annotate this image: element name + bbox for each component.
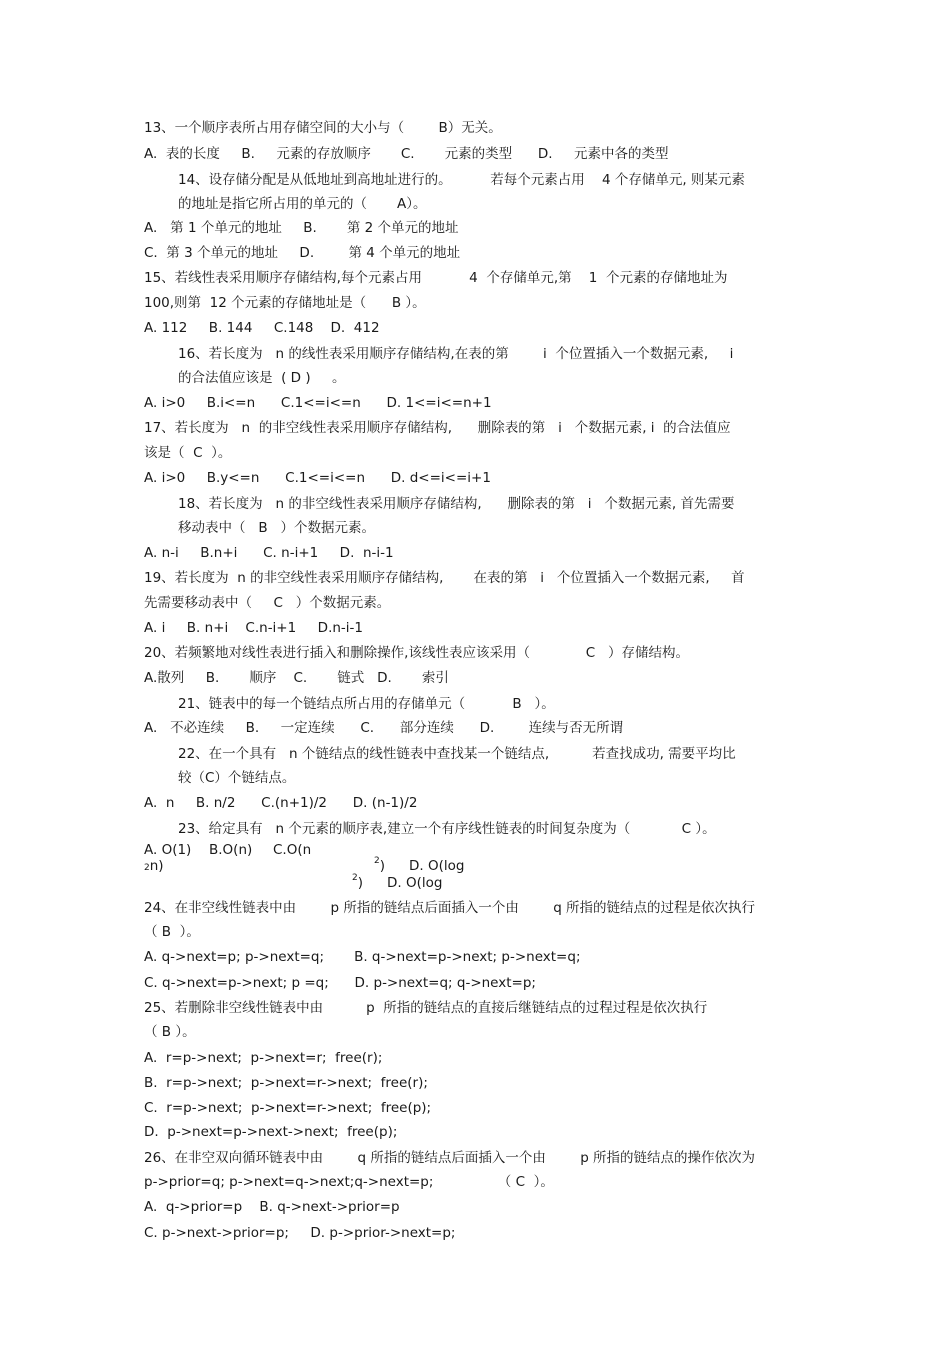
question-20-options: A.散列 B. 顺序 C. 链式 D. 索引 (144, 670, 449, 686)
question-26-stem-line1: 26、在非空双向循环链表中由 q 所指的链结点后面插入一个由 p 所指的链结点的操作依次为 (144, 1150, 756, 1166)
question-21-stem: 21、链表中的每一个链结点所占用的存储单元（ B ）。 (178, 696, 555, 712)
question-15-stem-line1: 15、若线性表采用顺序存储结构,每个元素占用 4 个存储单元,第 1 个元素的存储地址为 (144, 270, 728, 286)
question-19-stem-line1: 19、若长度为 n 的非空线性表采用顺序存储结构, 在表的第 i 个位置插入一个数据元素, 首 (144, 570, 745, 586)
question-24-stem-line1: 24、在非空线性链表中由 p 所指的链结点后面插入一个由 q 所指的链结点的过程是依次执行 (144, 900, 756, 916)
question-25-option-c: C. r=p->next; p->next=r->next; free(p); (144, 1100, 432, 1116)
question-22-stem-line1: 22、在一个具有 n 个链结点的线性链表中查找某一个链结点, 若查找成功, 需要平均比 (178, 746, 736, 762)
question-19-stem-line2: 先需要移动表中（ C ）个数据元素。 (144, 595, 391, 611)
question-25-option-d: D. p->next=p->next->next; free(p); (144, 1124, 398, 1140)
question-25-stem-line1: 25、若删除非空线性链表中由 p 所指的链结点的直接后继链结点的过程过程是依次执行 (144, 1000, 708, 1016)
question-26-options-line2: C. p->next->prior=p; D. p->prior->next=p; (144, 1225, 456, 1241)
question-23-option-c: C.O(n (273, 842, 312, 858)
question-14-stem-line1: 14、设存储分配是从低地址到高地址进行的。 若每个元素占用 4 个存储单元, 则某元素 (178, 172, 745, 188)
question-25-option-a: A. r=p->next; p->next=r; free(r); (144, 1050, 383, 1066)
question-23-option-d-line1 (374, 857, 385, 877)
question-17-options: A. i>0 B.y<=n C.1<=i<=n D. d<=i<=i+1 (144, 470, 491, 486)
question-23-option-c-tail (144, 857, 164, 877)
question-23-option-a: A. O(1) (144, 842, 192, 858)
question-23-option-d2: D. O(log (387, 875, 443, 891)
question-24-options-line1: A. q->next=p; p->next=q; B. q->next=p->next; p->next=q; (144, 949, 581, 965)
question-18-options: A. n-i B.n+i C. n-i+1 D. n-i-1 (144, 545, 394, 561)
question-14-options-line1: A. 第 1 个单元的地址 B. 第 2 个单元的地址 (144, 220, 459, 236)
question-25-option-b: B. r=p->next; p->next=r->next; free(r); (144, 1075, 428, 1091)
question-23-paren-2: ) (357, 875, 364, 891)
question-15-options: A. 112 B. 144 C.148 D. 412 (144, 320, 380, 336)
question-26-stem-line2: p->prior=q; p->next=q->next;q->next=p; （ C ）。 (144, 1174, 554, 1190)
question-17-stem-line2: 该是（ C ）。 (144, 445, 232, 461)
question-23-stem: 23、给定具有 n 个元素的顺序表,建立一个有序线性链表的时间复杂度为（ C ）。 (178, 821, 716, 837)
question-26-options-line1: A. q->prior=p B. q->next->prior=p (144, 1199, 400, 1215)
question-23-option-b: B.O(n) (209, 842, 253, 858)
question-23-option-c-end: n) (149, 858, 164, 874)
question-21-options: A. 不必连续 B. 一定连续 C. 部分连续 D. 连续与否无所谓 (144, 720, 624, 736)
question-14-stem-line2: 的地址是指它所占用的单元的（ A）。 (178, 196, 427, 212)
question-22-stem-line2: 较（C）个链结点。 (178, 770, 296, 786)
question-15-stem-line2: 100,则第 12 个元素的存储地址是（ B ）。 (144, 295, 426, 311)
question-23-superscript-1: 2 (374, 856, 380, 866)
question-18-stem-line1: 18、若长度为 n 的非空线性表采用顺序存储结构, 删除表的第 i 个数据元素, 首先需要 (178, 496, 735, 512)
question-23-option-c-subscript: 2 (144, 863, 150, 873)
question-16-options: A. i>0 B.i<=n C.1<=i<=n D. 1<=i<=n+1 (144, 395, 492, 411)
question-24-options-line2: C. q->next=p->next; p =q; D. p->next=q; q->next=p; (144, 975, 536, 991)
question-22-options: A. n B. n/2 C.(n+1)/2 D. (n-1)/2 (144, 795, 418, 811)
question-17-stem-line1: 17、若长度为 n 的非空线性表采用顺序存储结构, 删除表的第 i 个数据元素, i 的合法值应 (144, 420, 731, 436)
question-16-stem-line1: 16、若长度为 n 的线性表采用顺序存储结构,在表的第 i 个位置插入一个数据元素, i (178, 346, 734, 362)
question-25-stem-line2: （ B ）。 (144, 1024, 196, 1040)
question-23-paren-1: ) (379, 858, 386, 874)
question-24-stem-line2: （ B ）。 (144, 924, 200, 940)
question-13-options: A. 表的长度 B. 元素的存放顺序 C. 元素的类型 D. 元素中各的类型 (144, 146, 669, 162)
question-13-stem: 13、一个顺序表所占用存储空间的大小与（ B）无关。 (144, 120, 502, 136)
question-23-superscript-2: 2 (352, 873, 358, 883)
question-19-options: A. i B. n+i C.n-i+1 D.n-i-1 (144, 620, 363, 636)
question-14-options-line2: C. 第 3 个单元的地址 D. 第 4 个单元的地址 (144, 245, 461, 261)
question-16-stem-line2: 的合法值应该是 ( D ) 。 (178, 370, 346, 386)
question-18-stem-line2: 移动表中（ B ）个数据元素。 (178, 520, 376, 536)
question-23-option-d-line2 (352, 874, 363, 894)
question-23-option-d1: D. O(log (409, 858, 465, 874)
question-20-stem: 20、若频繁地对线性表进行插入和删除操作,该线性表应该采用（ C ）存储结构。 (144, 645, 690, 661)
